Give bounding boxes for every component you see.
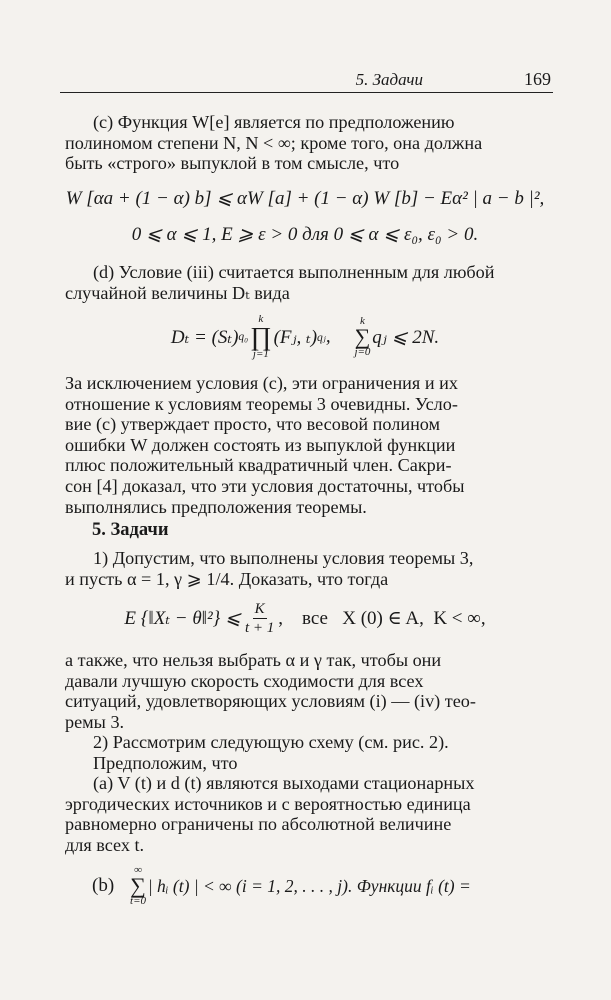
product-term: (Fⱼ, ₜ): [273, 326, 318, 348]
paragraph-condition-d: [65, 262, 544, 303]
text-line: случайной величины Dₜ вида: [65, 282, 290, 303]
text-line: (d) Условие (iii) считается выполненным для любой: [93, 262, 495, 282]
paragraph-convergence: [65, 650, 544, 732]
text-line: выполнялись предположения теоремы.: [65, 496, 367, 517]
formula-convergence-lhs: E {‖Xₜ − θ‖²} ⩽: [124, 607, 241, 629]
formula-dt: Dₜ = (Sₜ) q₀ ∏ k j=1 (Fⱼ, ₜ) qⱼ , ∑ k j=0 qⱼ ⩽ 2N.: [170, 313, 440, 360]
sum-upper-limit: k: [359, 315, 365, 327]
text-line: сон [4] доказал, что эти условия достаточны, чтобы: [65, 475, 465, 496]
text-line: За исключением условия (c), эти ограничения и их: [65, 373, 458, 393]
formula-convergence: [60, 598, 550, 638]
sum-lower-limit: j=0: [354, 346, 371, 358]
text-line: (c) Функция W[e] является по предположению: [93, 112, 455, 132]
text-line: 1) Допустим, что выполнены условия теоремы 3,: [93, 548, 474, 568]
text-line: плюс положительный квадратичный член. Сакри-: [65, 455, 452, 476]
formula-dt-lhs: Dₜ = (Sₜ): [170, 326, 239, 348]
text-line: а также, что нельзя выбрать α и γ так, чтобы они: [65, 650, 442, 670]
sum-symbol: ∑ k j=0: [354, 315, 371, 358]
formula-convexity: W [αa + (1 − α) b] ⩽ αW [a] + (1 − α) W [b] − Eα² | a − b |²,: [65, 187, 545, 209]
condition-b-term: | hᵢ (t) | < ∞ (i = 1, 2, . . . , j). Функции fᵢ (t) =: [147, 875, 471, 896]
running-header: [60, 68, 553, 93]
sum-term: qⱼ ⩽ 2N.: [372, 326, 440, 348]
header-title: 5. Задачи: [355, 70, 423, 89]
sum-lower-limit: t=0: [130, 895, 146, 907]
product-upper-limit: k: [258, 313, 264, 325]
sum-upper-limit: ∞: [134, 864, 142, 876]
formula-convergence-rest: , все X (0) ∈ A, K < ∞,: [278, 607, 486, 629]
text-line: полиномом степени N, N < ∞; кроме того, она должна: [65, 132, 483, 153]
text-line: давали лучшую скорость сходимости для всех: [65, 670, 424, 691]
fraction-numerator: K: [254, 600, 265, 617]
problem-1: [65, 548, 544, 589]
fraction: [245, 600, 274, 637]
page-number: 169: [524, 69, 551, 89]
sum-symbol: ∑ ∞ t=0: [130, 864, 146, 907]
paragraph-remarks: [65, 373, 544, 517]
exponent-q0: q₀: [238, 331, 249, 343]
text-line: эргодических источников и с вероятностью единица: [65, 793, 471, 814]
text-line: 2) Рассмотрим следующую схему (см. рис. 2).: [93, 732, 449, 752]
paragraph-condition-c: [65, 112, 544, 174]
problem-2: [65, 732, 544, 856]
condition-b-label: (b): [92, 875, 115, 896]
product-symbol: ∏ k j=1: [250, 313, 272, 360]
text-line: отношение к условиям теоремы 3 очевидны. Усло-: [65, 393, 458, 414]
formula-constraints: 0 ⩽ α ⩽ 1, E ⩾ ε > 0 для 0 ⩽ α ⩽ ε₀, ε₀ > 0.: [131, 223, 479, 245]
text-line: ситуаций, удовлетворяющих условиям (i) — (iv) тео-: [65, 691, 476, 712]
section-heading: 5. Задачи: [92, 520, 169, 540]
fraction-denominator: t + 1: [244, 619, 275, 636]
text-line: равномерно ограничены по абсолютной величине: [65, 814, 452, 835]
text-line: Предположим, что: [93, 752, 238, 773]
text-line: (a) V (t) и d (t) являются выходами стационарных: [93, 773, 475, 794]
exponent-qj: qⱼ: [317, 332, 326, 344]
text-line: для всех t.: [65, 834, 145, 855]
text-line: ошибки W должен состоять из выпуклой функции: [65, 434, 456, 455]
text-line: ремы 3.: [65, 711, 125, 732]
text-line: вие (c) утверждает просто, что весовой полином: [65, 414, 441, 435]
product-lower-limit: j=1: [252, 348, 269, 360]
formula-condition-b: [92, 866, 552, 906]
text-line: и пусть α = 1, γ ⩾ 1/4. Доказать, что тогда: [65, 568, 389, 589]
text-line: быть «строго» выпуклой в том смысле, что: [65, 153, 400, 174]
